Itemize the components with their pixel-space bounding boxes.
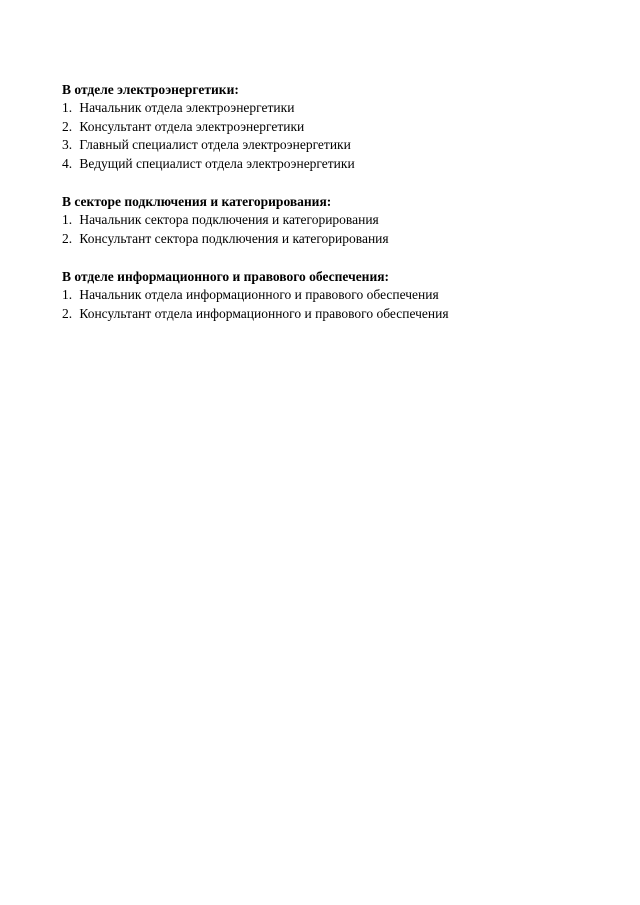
item-number: 1. — [62, 100, 73, 115]
item-text: Начальник сектора подключения и категорирования — [79, 212, 379, 227]
list-item — [62, 230, 602, 249]
item-text: Начальник отдела электроэнергетики — [79, 100, 295, 115]
list-item — [62, 99, 602, 118]
item-text: Консультант отдела информационного и правового обеспечения — [79, 305, 449, 321]
section-title: В отделе электроэнергетики: — [62, 82, 239, 97]
item-number: 1. — [62, 212, 73, 227]
item-text: Главный специалист отдела электроэнергетики — [79, 137, 351, 152]
section-title: В секторе подключения и категорирования: — [62, 194, 332, 209]
list-item — [62, 305, 602, 324]
item-text: Ведущий специалист отдела электроэнергетики — [79, 155, 355, 171]
list-item — [62, 136, 602, 155]
item-number: 2. — [62, 305, 73, 321]
document-page — [62, 80, 602, 342]
item-number: 3. — [62, 137, 73, 152]
section-information-legal — [62, 267, 602, 323]
item-number: 2. — [62, 230, 73, 246]
list-item — [62, 211, 602, 230]
list-item — [62, 155, 602, 174]
section-electroenergetics — [62, 80, 602, 173]
item-text: Консультант отдела электроэнергетики — [79, 118, 305, 134]
item-number: 2. — [62, 118, 73, 134]
item-number: 1. — [62, 287, 73, 302]
item-number: 4. — [62, 155, 73, 171]
section-title: В отделе информационного и правового обеспечения: — [62, 269, 390, 284]
item-text: Консультант сектора подключения и категорирования — [79, 230, 389, 246]
section-connection-categorization — [62, 192, 602, 248]
item-text: Начальник отдела информационного и правового обеспечения — [79, 287, 439, 302]
list-item — [62, 118, 602, 137]
list-item — [62, 286, 602, 305]
